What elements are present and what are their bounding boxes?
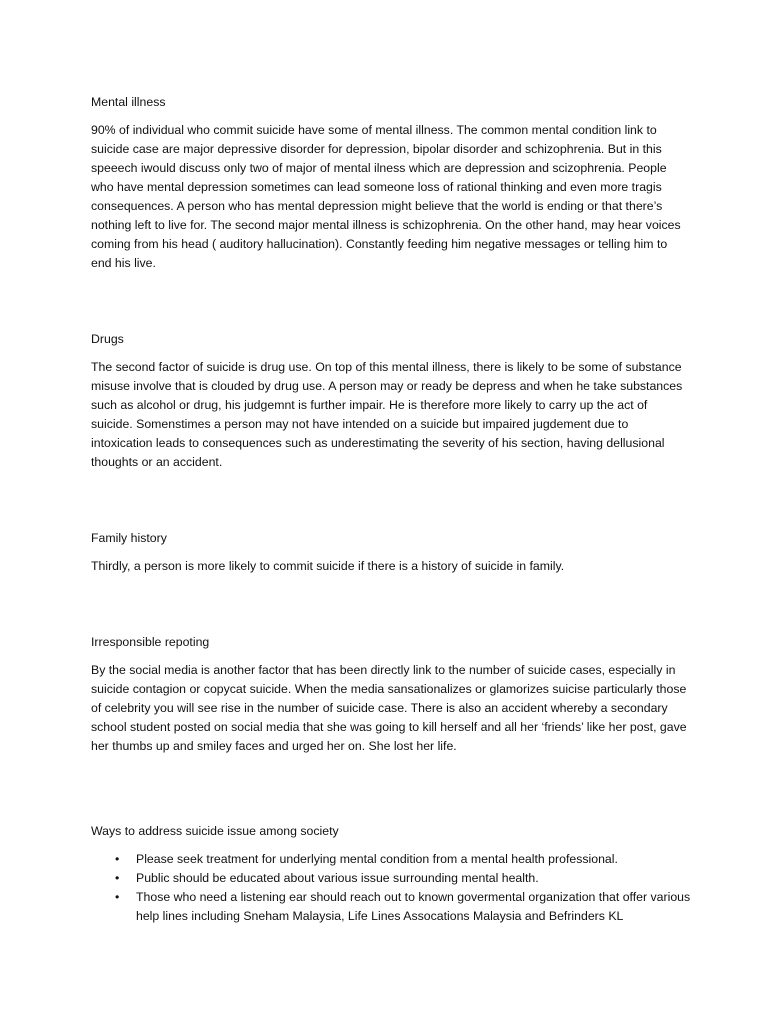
list-item-text: Public should be educated about various issue surrounding mental health. <box>136 871 539 885</box>
section-paragraph: 90% of individual who commit suicide have some of mental illness. The common mental condition link to suicide case are major depressive disorder for depression, bipolar disorder and schizophrenia. But in this speeech iwould discuss only two of major of mental ilness which are depression and scizophrenia. People who have mental depression sometimes can lead someone loss of rational thinking and even more tragis consequences. A person who has mental depression might believe that the world is ending or that there’s nothing left to live for. The second major mental illness is schizophrenia. On the other hand, may hear voices coming from his head ( auditory hallucination). Constantly feeding him negative messages or telling him to end his live. <box>91 123 681 270</box>
list-item <box>91 869 691 888</box>
list-item <box>91 888 691 926</box>
section-paragraph: By the social media is another factor that has been directly link to the number of suicide cases, especially in suicide contagion or copycat suicide. When the media sansationalizes or glamorizes suicise particularly those of celebrity you will see rise in the number of suicide case. There is also an accident whereby a secondary school student posted on social media that she was going to kill herself and all her ‘friends’ like her post, gave her thumbs up and smiley faces and urged her on. She lost her life. <box>91 663 687 753</box>
list-item-text: Please seek treatment for underlying mental condition from a mental health professional. <box>136 852 618 866</box>
section-heading: Drugs <box>91 332 124 346</box>
section-paragraph: Thirdly, a person is more likely to commit suicide if there is a history of suicide in family. <box>91 559 565 573</box>
list-item-text: Those who need a listening ear should reach out to known govermental organization that offer various help lines including Sneham Malaysia, Life Lines Assocations Malaysia and Befrinders KL <box>136 890 691 923</box>
bullet-icon: • <box>115 871 120 885</box>
document-body <box>91 93 691 926</box>
section-mental-illness <box>91 93 691 273</box>
list-item <box>91 850 691 869</box>
section-heading: Family history <box>91 531 167 545</box>
bullet-icon: • <box>115 890 120 904</box>
section-irresponsible-reporting <box>91 633 691 756</box>
bullet-list <box>91 850 691 926</box>
section-paragraph: The second factor of suicide is drug use. On top of this mental illness, there is likely to be some of substance misuse involve that is clouded by drug use. A person may or ready be depress and when he take substances such as alcohol or drug, his judgemnt is further impair. He is therefore more likely to carry up the act of suicide. Somenstimes a person may not have intended on a suicide but impaired jugdement due to intoxication leads to consequences such as underestimating the severity of his section, having dellusional thoughts or an accident. <box>91 360 683 469</box>
section-ways-to-address <box>91 822 691 926</box>
section-family-history <box>91 529 691 576</box>
section-heading: Mental illness <box>91 95 166 109</box>
section-heading: Irresponsible repoting <box>91 635 210 649</box>
bullet-icon: • <box>115 852 120 866</box>
section-drugs <box>91 330 691 472</box>
section-heading: Ways to address suicide issue among society <box>91 824 339 838</box>
